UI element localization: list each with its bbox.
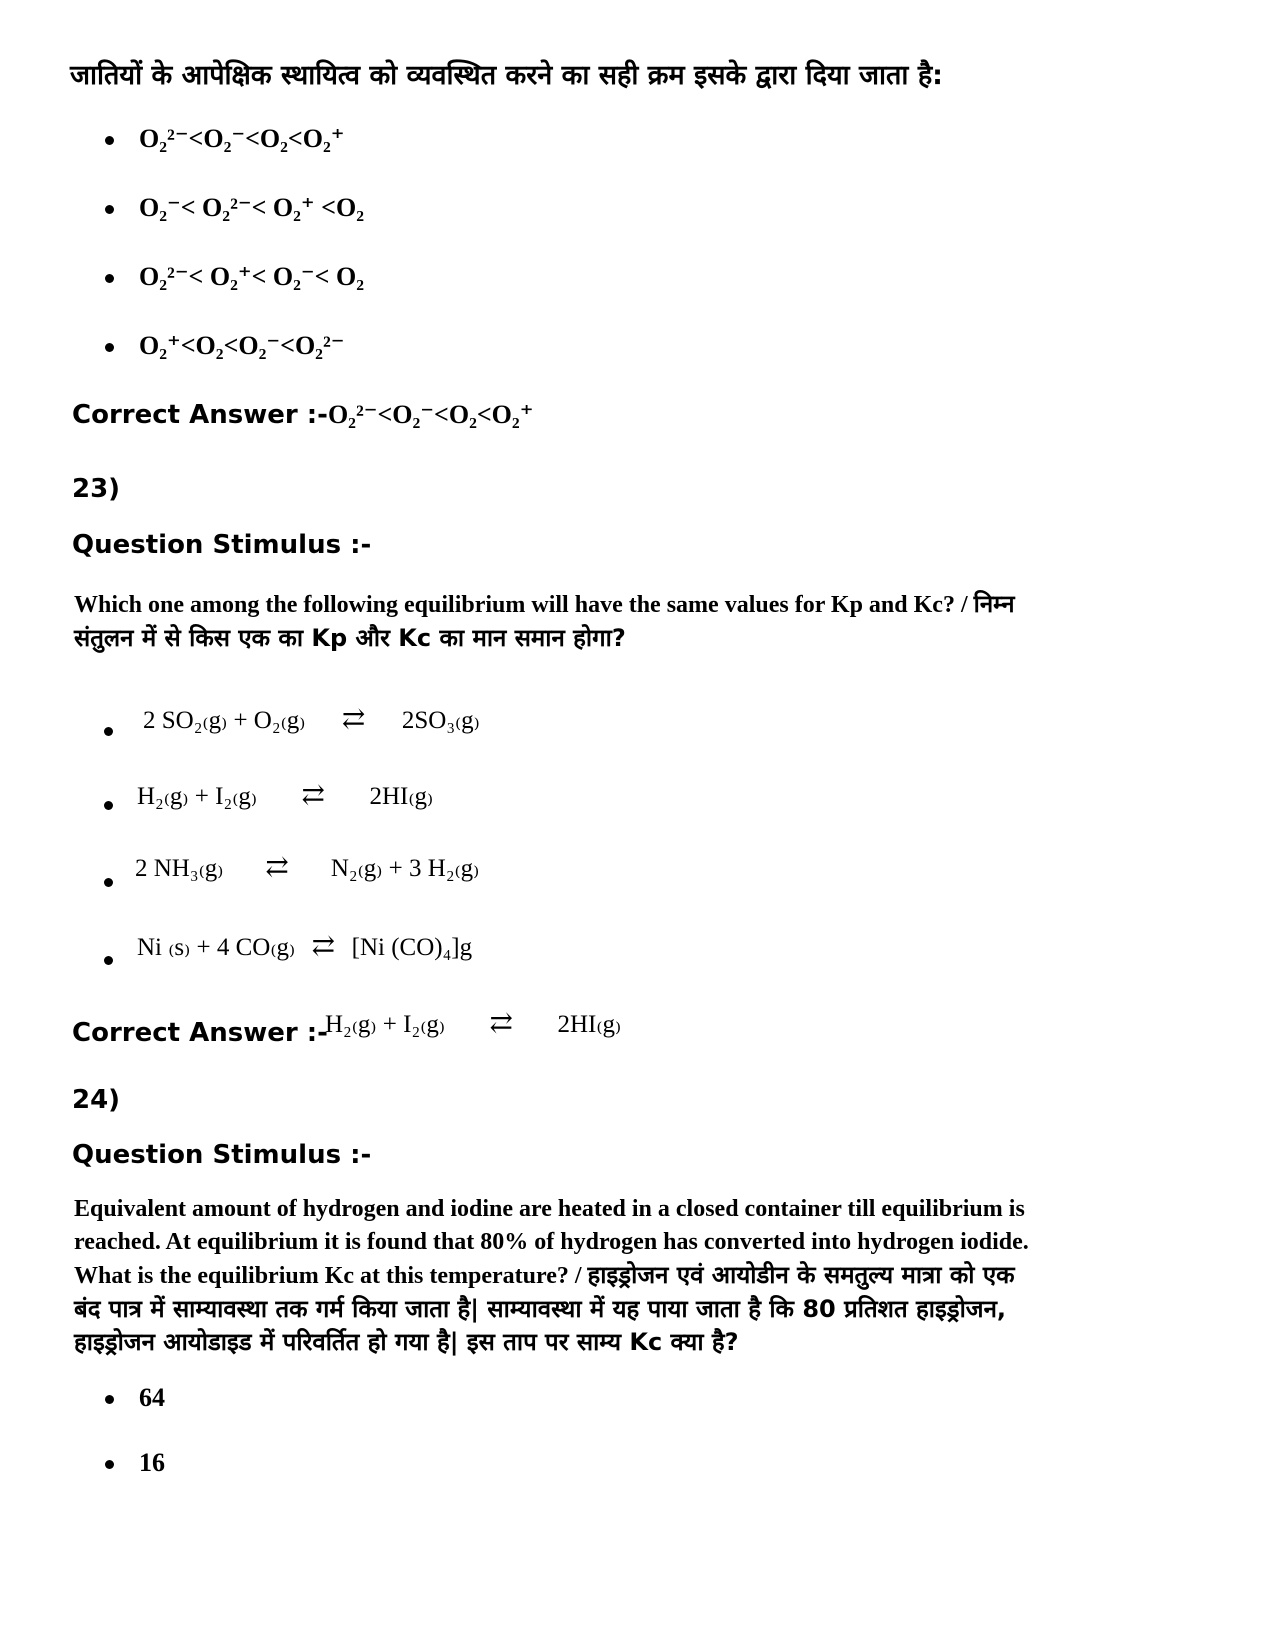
q23-stem [74,588,1204,655]
q24-stem-hindi-2: बंद पात्र में साम्यावस्था तक गर्म किया जाता है| साम्यावस्था में यह पाया जाता है कि 80 प्रतिशत हाइड्रोजन, [74,1295,1007,1323]
equation-lhs: 2 SO₂₍g₎ + O₂₍g₎ [143,707,306,734]
bullet-icon [105,343,114,352]
equilibrium-arrow-icon: ⇄ [311,931,336,962]
q23-option-3 [135,850,479,884]
correct-answer-label: Correct Answer :- [72,400,328,430]
question-number: 24) [72,1085,121,1115]
equation-rhs: 2HI₍g₎ [557,1011,622,1038]
bullet-icon [104,801,113,810]
equilibrium-arrow-icon: ⇄ [341,704,366,735]
equation-rhs: 2SO₃₍g₎ [401,707,480,734]
q24-stem-english-3: What is the equilibrium Kc at this temperature? / [74,1263,588,1289]
q23-stem-hindi-1: निम्न [973,590,1015,618]
q23-option-2 [137,778,433,812]
equation-lhs: H₂₍g₎ + I₂₍g₎ [325,1011,445,1038]
bullet-icon [105,136,114,145]
equilibrium-arrow-icon: ⇄ [489,1008,513,1039]
q22-option-1: O₂²⁻<O₂⁻<O₂<O₂⁺ [139,124,345,153]
bullet-icon [105,205,114,214]
q23-option-4 [137,929,472,963]
q23-stem-english: Which one among the following equilibrium will have the same values for Kp and Kc? / [74,592,974,618]
question-number: 23) [72,474,121,504]
equation-lhs: H₂₍g₎ + I₂₍g₎ [137,783,257,810]
bullet-icon [105,1395,114,1404]
q24-stem-english-2: reached. At equilibrium it is found that 80% of hydrogen has converted into hydrogen iodide. [74,1229,1029,1255]
bullet-icon [104,878,113,887]
bullet-icon [104,956,113,965]
q23-correct-answer-value [325,1006,621,1040]
equilibrium-arrow-icon: ⇄ [265,852,289,883]
q22-option-4: O₂⁺<O₂<O₂⁻<O₂²⁻ [139,331,345,360]
q22-stem-tail: जातियों के आपेक्षिक स्थायित्व को व्यवस्थित करने का सही क्रम इसके द्वारा दिया जाता है: [70,60,943,91]
q23-option-1 [143,702,480,736]
q23-stem-hindi-2: संतुलन में से किस एक का Kp और Kc का मान समान होगा? [74,624,626,652]
question-stimulus-label: Question Stimulus :- [72,530,372,560]
q24-option-2: 16 [139,1448,165,1477]
equilibrium-arrow-icon: ⇄ [301,780,325,811]
q22-option-2: O₂⁻< O₂²⁻< O₂⁺ <O₂ [139,193,364,222]
bullet-icon [104,727,113,736]
q22-option-3: O₂²⁻< O₂⁺< O₂⁻< O₂ [139,262,364,291]
q24-stem-english-1: Equivalent amount of hydrogen and iodine are heated in a closed container till equilibrium is [74,1196,1025,1222]
q23-correct-answer [72,1018,328,1048]
bullet-icon [105,1460,114,1469]
bullet-icon [105,274,114,283]
correct-answer-label: Correct Answer :- [72,1018,328,1048]
q24-stem-hindi-3: हाइड्रोजन आयोडाइड में परिवर्तित हो गया है| इस ताप पर साम्य Kc क्या है? [74,1328,739,1356]
q22-correct-answer [72,400,533,430]
equation-lhs: Ni ₍s₎ + 4 CO₍g₎ [137,934,296,961]
equation-rhs: [Ni (CO)₄]g [351,934,473,961]
correct-answer-value: O₂²⁻<O₂⁻<O₂<O₂⁺ [327,400,534,429]
equation-rhs: 2HI₍g₎ [369,783,434,810]
q24-stem [74,1193,1204,1359]
q24-option-1: 64 [139,1383,165,1412]
equation-lhs: 2 NH₃₍g₎ [135,855,224,882]
q24-stem-hindi-1: हाइड्रोजन एवं आयोडीन के समतुल्य मात्रा को एक [587,1261,1015,1289]
equation-rhs: N₂₍g₎ + 3 H₂₍g₎ [330,855,480,882]
question-stimulus-label: Question Stimulus :- [72,1140,372,1170]
